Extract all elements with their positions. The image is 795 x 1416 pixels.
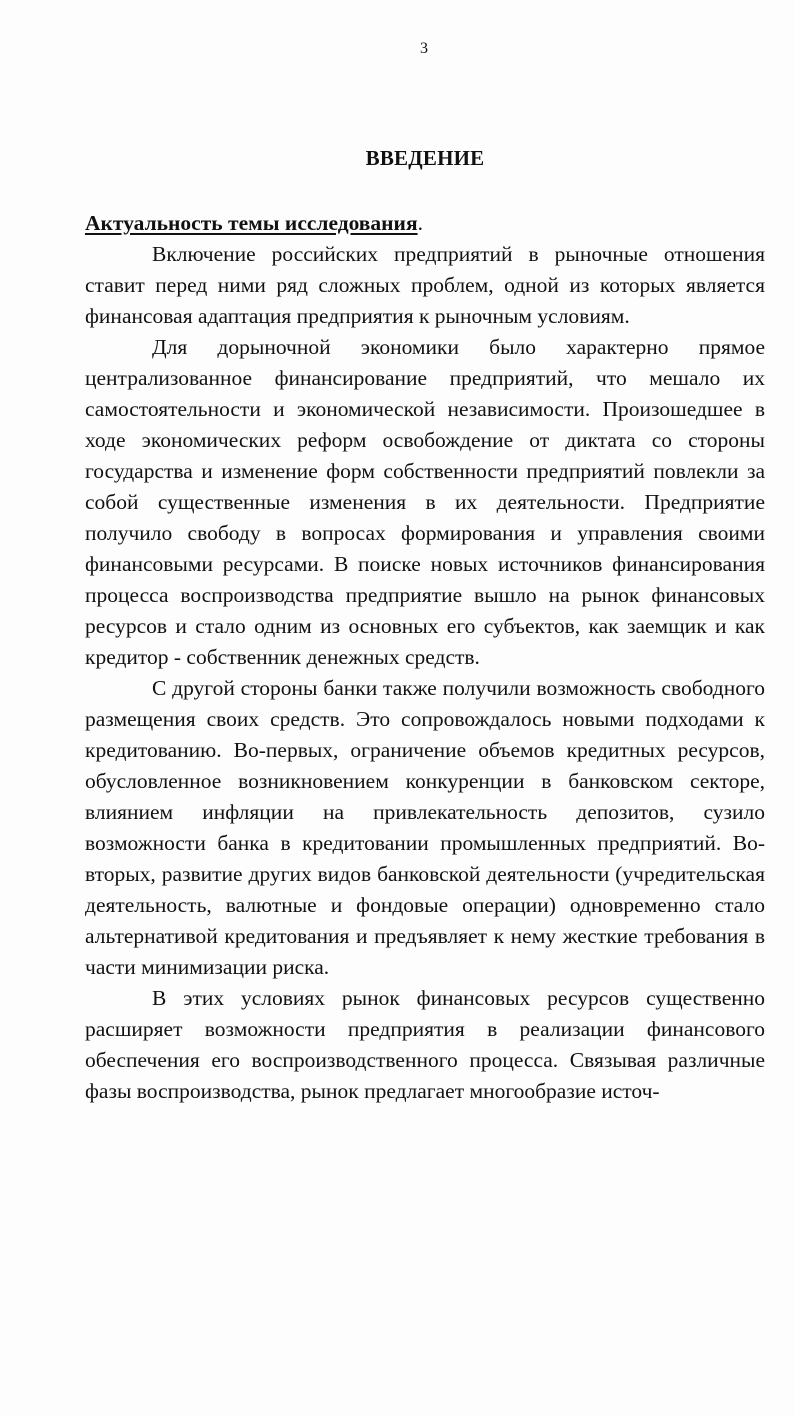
page-number: 3 — [420, 40, 428, 57]
subheading-line — [85, 208, 765, 239]
subheading-punct: . — [417, 211, 423, 235]
paragraph-2: Для дорыночной экономики было характерно прямое централизованное финансирование предприятий, что мешало их самостоятельности и экономической независимости. Произошедшее в ходе экономических реформ освобождение от диктата со стороны государства и изменение форм собственности предприятий повлекли за собой существенные изменения в их деятельности. Предприятие получило свободу в вопросах формирования и управления своими финансовыми ресурсами. В поиске новых источников финансирования процесса воспроизводства предприятие вышло на рынок финансовых ресурсов и стало одним из основных его субъектов, как заемщик и как кредитор - собственник денежных средств. — [85, 335, 765, 669]
subheading-title: Актуальность темы исследования — [85, 211, 418, 235]
paragraph-4: В этих условиях рынок финансовых ресурсов существенно расширяет возможности предприятия в реализации финансового обеспечения его воспроизводственного процесса. Связывая различные фазы воспроизводства, рынок предлагает многообразие источ- — [85, 986, 765, 1103]
body-text — [85, 208, 765, 1107]
section-heading: ВВЕДЕНИЕ — [365, 146, 485, 170]
paragraph-1: Включение российских предприятий в рыночные отношения ставит перед ними ряд сложных проблем, одной из которых является финансовая адаптация предприятия к рыночным условиям. — [85, 242, 765, 328]
paragraph-3: С другой стороны банки также получили возможность свободного размещения своих средств. Это сопровождалось новыми подходами к кредитованию. Во-первых, ограничение объемов кредитных ресурсов, обусловленное возникновением конкуренции в банковском секторе, влиянием инфляции на привлекательность депозитов, сузило возможности банка в кредитовании промышленных предприятий. Во-вторых, развитие других видов банковской деятельности (учредительская деятельность, валютные и фондовые операции) одновременно стало альтернативой кредитования и предъявляет к нему жесткие требования в части минимизации риска. — [85, 676, 765, 979]
